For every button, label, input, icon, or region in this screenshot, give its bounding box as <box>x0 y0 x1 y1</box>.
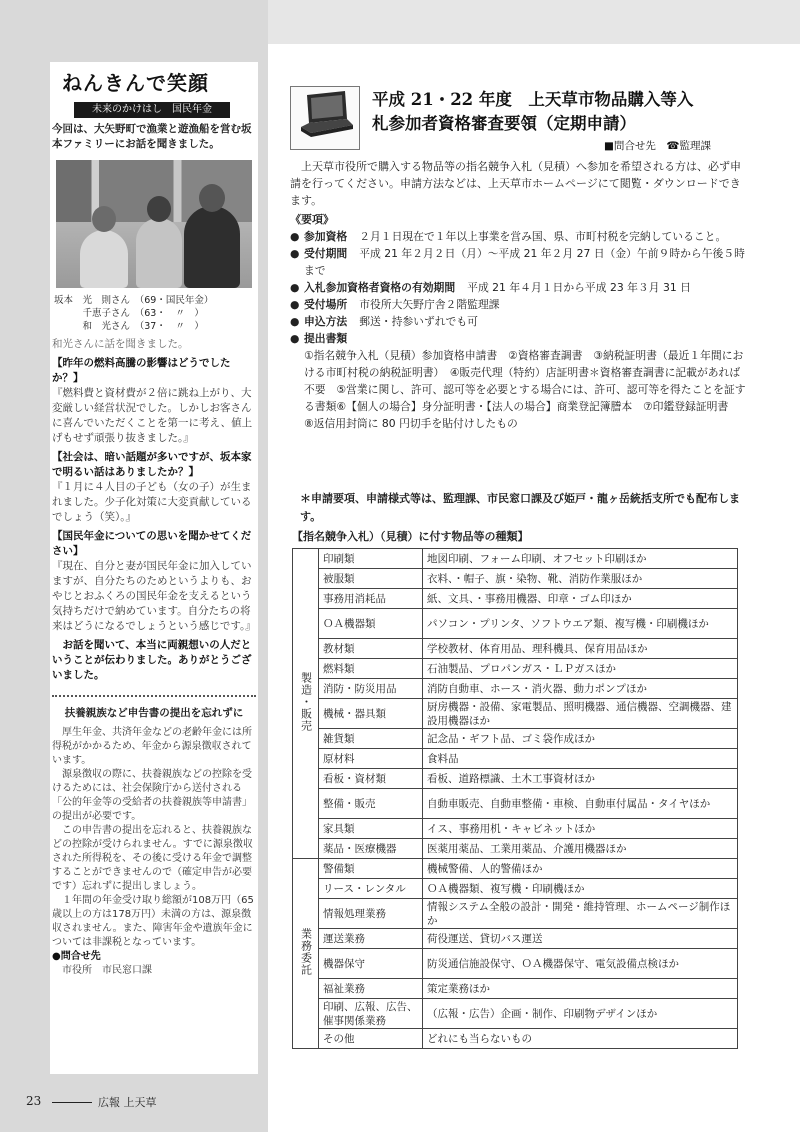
column-title: ねんきんで笑顔 <box>62 71 209 95</box>
items-cell: 荷役運送、貸切バス運送 <box>423 929 738 949</box>
requirement-text: 市役所大矢野庁舎２階監理課 <box>359 298 500 311</box>
interview-intro: 和光さんに話を聞きました。 <box>52 338 189 350</box>
table-row <box>293 839 738 859</box>
title-line: 札参加者資格審査要領（定期申請） <box>372 114 636 133</box>
requirement-label: 受付期間 <box>304 247 348 260</box>
table-row <box>293 659 738 679</box>
category-cell: ＯＡ機器類 <box>319 609 423 639</box>
interview-body <box>52 337 256 683</box>
dotted-divider <box>52 695 256 697</box>
qa-block <box>52 450 256 525</box>
photo-person-middle <box>136 218 182 288</box>
items-cell: 学校教材、体育用品、理科機具、保育用品ほか <box>423 639 738 659</box>
requirement-item <box>290 245 746 279</box>
category-cell: 警備類 <box>319 859 423 879</box>
items-cell: どれにも当らないもの <box>423 1029 738 1049</box>
nenkin-panel <box>50 62 258 1074</box>
table-row <box>293 699 738 729</box>
items-cell: 紙、文具、・事務用機器、印章・ゴム印ほか <box>423 589 738 609</box>
requirement-label: 受付場所 <box>304 298 348 311</box>
category-cell: 雑貨類 <box>319 729 423 749</box>
items-cell: 自動車販売、自動車整備・車検、自動車付属品・タイヤほか <box>423 789 738 819</box>
bullet-icon: ● <box>290 230 300 243</box>
items-cell: （広報・広告）企画・制作、印刷物デザインほか <box>423 999 738 1029</box>
category-cell: その他 <box>319 1029 423 1049</box>
table-row <box>293 549 738 569</box>
items-cell: 消防自動車、ホース・消火器、動力ポンプほか <box>423 679 738 699</box>
table-title: 【指名競争入札）（見積）に付す物品等の種類】 <box>292 530 529 543</box>
requirement-item <box>290 279 746 296</box>
table-row <box>293 749 738 769</box>
category-cell: 運送業務 <box>319 929 423 949</box>
question: 【社会は、暗い話題が多いですが、坂本家で明るい話はありましたか？】 <box>52 451 252 478</box>
category-cell: 被服類 <box>319 569 423 589</box>
category-cell: 機器保守 <box>319 949 423 979</box>
left-column <box>0 0 268 1132</box>
bullet-icon: ● <box>290 298 300 311</box>
sub-paragraph: １年間の年金受け取り総額が108万円（65歳以上の方は178万円）未満の方は、源泉徴収されません。また、障害年金や遺族年金については非課税となっています。 <box>52 895 254 948</box>
items-cell: ＯＡ機器類、複写機・印刷機ほか <box>423 879 738 899</box>
category-cell: 消防・防災用品 <box>319 679 423 699</box>
table-row <box>293 1029 738 1049</box>
table-row <box>293 949 738 979</box>
photo-person-left <box>80 230 128 288</box>
category-cell: 情報処理業務 <box>319 899 423 929</box>
items-cell: 情報システム全般の設計・開発・維持管理、ホームページ制作ほか <box>423 899 738 929</box>
table-row <box>293 929 738 949</box>
items-cell: 機械警備、人的警備ほか <box>423 859 738 879</box>
group-label <box>293 549 319 859</box>
photo-caption <box>52 294 256 333</box>
bullet-icon: ● <box>290 332 300 345</box>
answer: 『１月に４人目の子ども（女の子）が生まれました。少子化対策に大変貢献しているでしょう（笑）。』 <box>52 481 252 523</box>
category-cell: 看板・資材類 <box>319 769 423 789</box>
items-cell: 医薬用薬品、工業用薬品、介護用機器ほか <box>423 839 738 859</box>
category-cell: 事務用消耗品 <box>319 589 423 609</box>
table-row <box>293 569 738 589</box>
sub-paragraph: 厚生年金、共済年金などの老齢年金には所得税がかかるため、年金から源泉徴収されています。 <box>52 727 252 766</box>
column-ribbon: 未来のかけはし 国民年金 <box>74 102 230 118</box>
caption-line: 和 光さん （37・ 〃 ） <box>54 321 204 332</box>
item-types-table <box>292 548 738 1049</box>
caption-line: 坂本 光 則さん （69・国民年金） <box>54 295 214 306</box>
requirement-label: 参加資格 <box>304 230 348 243</box>
closing-text: お話を聞いて、本当に両親想いの人だということが伝わりました。ありがとうございました。 <box>52 639 252 681</box>
requirement-item <box>290 313 746 330</box>
table-row <box>293 999 738 1029</box>
table-row <box>293 589 738 609</box>
requirement-text: ２月１日現在で１年以上事業を営み国、県、市町村税を完納していること。 <box>359 230 727 243</box>
requirement-item <box>290 330 746 347</box>
caption-line: 千恵子さん （63・ 〃 ） <box>54 308 204 319</box>
items-cell: 衣料、・帽子、旗・染物、靴、消防作業服ほか <box>423 569 738 589</box>
requirement-item <box>290 296 746 313</box>
table-row <box>293 729 738 749</box>
distribution-note: ＊申請要項、申請様式等は、監理課、市民窓口課及び姫戸・龍ヶ岳統括支所でも配布します。 <box>300 492 740 523</box>
required-documents: ①指名競争入札（見積）参加資格申請書 ②資格審査調書 ③納税証明書（最近１年間における市町村税の納税証明書） ④販売代理（特約）店証明書＊資格審査調書に記載があれば不要 ⑤営業に関し、許可、認可等を必要とする場合には、許可、認可等を得たことを証する書類⑥【個人の場合】身分証明書・【法人の場合】商業登記簿謄本 ⑦印鑑登録証明書 ⑧返信用封筒に 80 円切手を貼付けしたもの <box>304 349 746 430</box>
footer-rule <box>52 1102 92 1103</box>
category-cell: 教材類 <box>319 639 423 659</box>
bullet-icon: ● <box>290 315 300 328</box>
items-cell: パソコン・プリンタ、ソフトウエア類、複写機・印刷機ほか <box>423 609 738 639</box>
table-row <box>293 819 738 839</box>
sub-paragraph: この申告書の提出を忘れると、扶養親族などの控除が受けられません。すでに源泉徴収された所得税を、その後に受ける年金で調整することができませんので（確定申告が必要です）忘れずに提出しましょう。 <box>52 825 253 892</box>
sub-article-heading: 扶養親族など申告書の提出を忘れずに <box>64 707 244 719</box>
answer: 『現在、自分と妻が国民年金に加入していますが、自分たちのためというよりも、おやじとおふくろの国民年金を支えるという気持ちだけで納めています。自分たちの将来はどうになるでしょうという感じです。』 <box>52 560 256 632</box>
table-row <box>293 979 738 999</box>
bullet-icon: ● <box>290 281 300 294</box>
category-cell: 福祉業務 <box>319 979 423 999</box>
photo-head-left <box>92 206 116 232</box>
requirement-text: 平成 21 年４月１日から平成 23 年３月 31 日 <box>467 281 691 294</box>
requirements-heading: 《要項》 <box>290 213 334 226</box>
requirement-item <box>290 228 746 245</box>
sub-article-body <box>52 726 256 978</box>
items-cell: 記念品・ギフト品、ゴミ袋作成ほか <box>423 729 738 749</box>
contact-info: ■問合せ先 ☎監理課 <box>604 140 711 152</box>
family-photo <box>56 160 252 288</box>
items-cell: 石油製品、プロパンガス・ＬＰガスほか <box>423 659 738 679</box>
table-row <box>293 899 738 929</box>
qa-block <box>52 356 256 446</box>
category-cell: 機械・器具類 <box>319 699 423 729</box>
bullet-icon: ● <box>290 247 300 260</box>
qa-block <box>52 529 256 634</box>
group-label-text: 製造・販売 <box>299 671 313 732</box>
requirement-text: 平成 21 年２月２日（月）～平成 21 年２月 27 日（金）午前９時から午後５時まで <box>304 247 745 277</box>
table-row <box>293 679 738 699</box>
question: 【国民年金についての思いを聞かせてください】 <box>52 530 252 557</box>
requirement-label: 申込方法 <box>304 315 348 328</box>
article-title <box>372 88 772 136</box>
answer: 『燃料費と資材費が２倍に跳ね上がり、大変厳しい経営状況でした。しかしお客さんに喜んでいただくことを第一に考え、値上げもせず頑張り抜きました。』 <box>52 387 253 444</box>
table-row <box>293 769 738 789</box>
items-cell: イス、事務用机・キャビネットほか <box>423 819 738 839</box>
category-cell: 整備・販売 <box>319 789 423 819</box>
items-cell: 地図印刷、フォーム印刷、オフセット印刷ほか <box>423 549 738 569</box>
title-line: 平成 21・22 年度 上天草市物品購入等入 <box>372 90 694 109</box>
photo-head-middle <box>147 196 171 222</box>
photo-person-right <box>184 206 240 288</box>
table-row <box>293 859 738 879</box>
table-row <box>293 639 738 659</box>
contact-value: 市役所 市民窓口課 <box>62 965 152 976</box>
table-row <box>293 879 738 899</box>
laptop-icon <box>290 86 360 150</box>
requirement-label: 入札参加資格者資格の有効期間 <box>304 281 456 294</box>
group-label <box>293 859 319 1049</box>
question: 【昨年の燃料高騰の影響はどうでしたか？】 <box>52 357 231 384</box>
item-types-body <box>293 549 738 1049</box>
requirement-text: 郵送・持参いずれでも可 <box>359 315 478 328</box>
group-label-text: 業務委託 <box>299 927 313 976</box>
category-cell: リース・レンタル <box>319 879 423 899</box>
category-cell: 印刷、広報、広告、催事関係業務 <box>319 999 423 1029</box>
sub-paragraph: 源泉徴収の際に、扶養親族などの控除を受けるためには、社会保険庁から送付される「公的年金等の受給者の扶養親族等申請書」の提出が必要です。 <box>52 769 252 822</box>
lead-text: 今回は、大矢野町で漁業と遊漁船を営む坂本ファミリーにお話を聞きました。 <box>52 123 252 150</box>
intro-paragraph: 上天草市役所で購入する物品等の指名競争入札（見積）へ参加を希望される方は、必ず申請を行ってください。申請方法などは、上天草市ホームページにて閲覧・ダウンロードできます。 <box>290 160 741 207</box>
items-cell: 看板、道路標識、土木工事資材ほか <box>423 769 738 789</box>
page-number: 23 <box>26 1094 42 1108</box>
requirement-label: 提出書類 <box>304 332 348 345</box>
items-cell: 防災通信施設保守、ＯＡ機器保守、電気設備点検ほか <box>423 949 738 979</box>
category-cell: 原材料 <box>319 749 423 769</box>
items-cell: 策定業務ほか <box>423 979 738 999</box>
contact-label: ●問合せ先 <box>52 951 101 962</box>
items-cell: 食料品 <box>423 749 738 769</box>
category-cell: 印刷類 <box>319 549 423 569</box>
items-cell: 厨房機器・設備、家電製品、照明機器、通信機器、空調機器、建設用機器ほか <box>423 699 738 729</box>
requirements-list <box>290 228 746 432</box>
category-cell: 燃料類 <box>319 659 423 679</box>
publication-name: 広報 上天草 <box>98 1096 157 1109</box>
table-row <box>293 789 738 819</box>
table-row <box>293 609 738 639</box>
photo-head-right <box>199 184 225 212</box>
category-cell: 薬品・医療機器 <box>319 839 423 859</box>
top-band <box>268 0 800 44</box>
category-cell: 家具類 <box>319 819 423 839</box>
